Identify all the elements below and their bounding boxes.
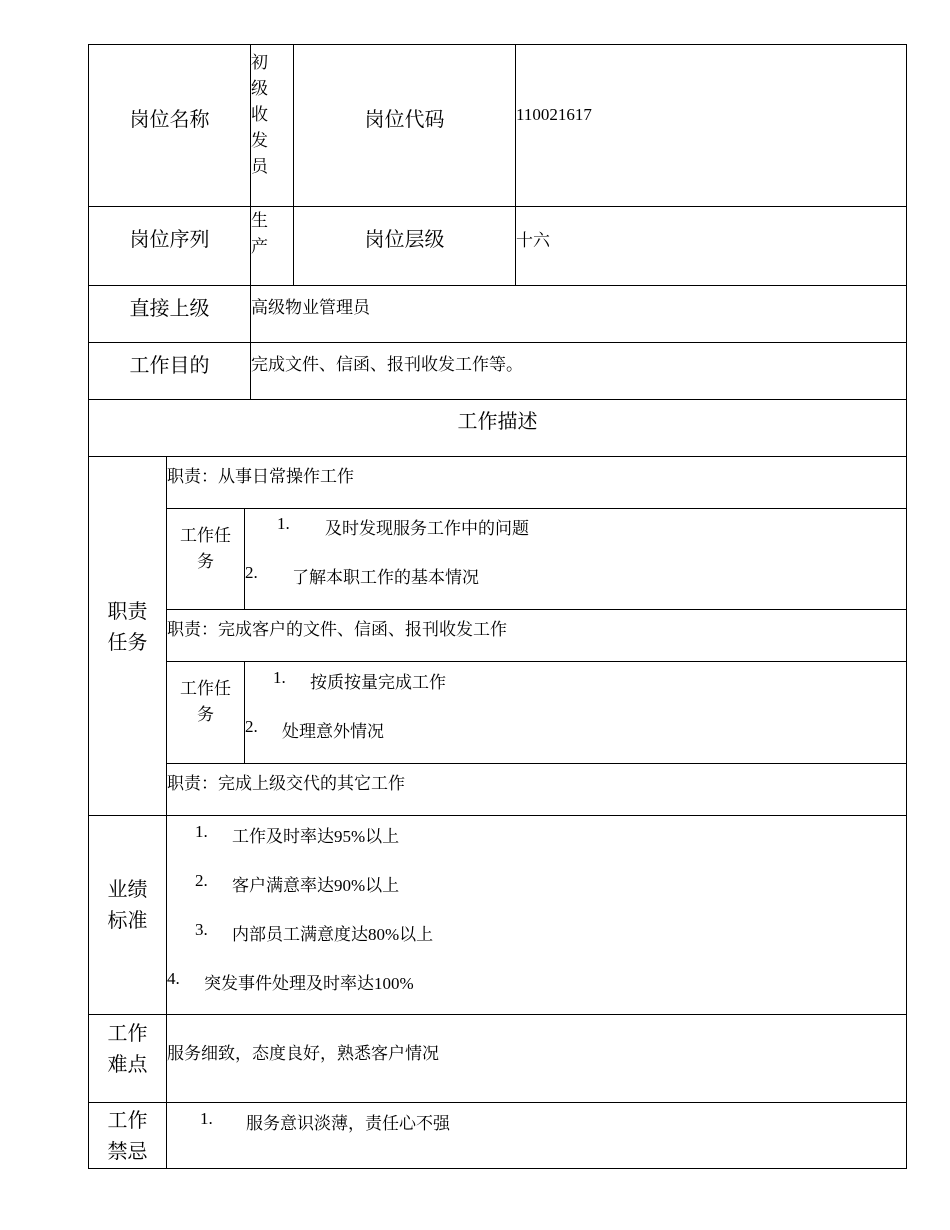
duty-2-task-label: 工作任务 [180, 679, 231, 724]
difficulty-label: 工作难点 [107, 1023, 148, 1076]
taboo-label: 工作禁忌 [107, 1110, 148, 1163]
post-name-value: 初级收发员 [251, 53, 268, 176]
col-divider [244, 661, 245, 764]
post-series-label-cell [89, 207, 250, 285]
performance-item-1-number: 1. [195, 822, 208, 841]
row-divider [166, 508, 907, 509]
post-level-label-cell [294, 207, 515, 285]
duty-1-task-label-cell [167, 509, 244, 609]
duty-2-task-label-cell [167, 662, 244, 763]
difficulty-value: 服务细致，态度良好，熟悉客户情况 [167, 1044, 439, 1063]
duties-section-label: 职责任务 [107, 601, 148, 654]
difficulty-label-cell [89, 1015, 166, 1102]
supervisor-label-cell [89, 286, 250, 342]
row-divider [88, 815, 907, 816]
post-name-label: 岗位名称 [129, 109, 210, 131]
post-level-value: 十六 [516, 231, 550, 250]
duty-2-title: 职责：完成客户的文件、信函、报刊收发工作 [167, 620, 507, 639]
row-divider [166, 609, 907, 610]
duty-1-task-2-number: 2. [245, 563, 258, 582]
purpose-label: 工作目的 [129, 355, 210, 377]
duty-1-task-1: 及时发现服务工作中的问题 [325, 519, 529, 538]
post-series-value: 生产 [251, 211, 268, 256]
taboo-label-cell [89, 1103, 166, 1168]
supervisor-label: 直接上级 [129, 298, 210, 320]
post-code-label-cell [294, 45, 515, 206]
duty-2-task-2: 处理意外情况 [282, 722, 384, 741]
supervisor-value: 高级物业管理员 [251, 298, 370, 317]
description-title-cell [89, 400, 906, 456]
post-level-label: 岗位层级 [364, 229, 445, 251]
duty-2-task-1: 按质按量完成工作 [310, 673, 446, 692]
performance-item-4-number: 4. [167, 969, 180, 988]
post-series-label: 岗位序列 [129, 229, 210, 251]
performance-label-cell [89, 816, 166, 1014]
table-border-right [906, 44, 907, 1169]
duty-1-task-2: 了解本职工作的基本情况 [292, 568, 479, 587]
taboo-item-1-number: 1. [200, 1109, 213, 1128]
post-code-label: 岗位代码 [364, 109, 445, 131]
duty-1-title: 职责：从事日常操作工作 [167, 467, 354, 486]
post-name-label-cell [89, 45, 250, 206]
row-divider [88, 1014, 907, 1015]
col-divider [244, 508, 245, 610]
duty-2-task-1-number: 1. [273, 668, 286, 687]
performance-item-3: 内部员工满意度达80%以上 [232, 925, 434, 944]
duty-2-task-2-number: 2. [245, 717, 258, 736]
row-divider [166, 763, 907, 764]
duty-3-title: 职责：完成上级交代的其它工作 [167, 774, 405, 793]
duties-section-label-cell [89, 457, 166, 815]
duty-1-task-label: 工作任务 [180, 526, 231, 571]
duty-1-task-1-number: 1. [277, 514, 290, 533]
row-divider [166, 661, 907, 662]
purpose-value: 完成文件、信函、报刊收发工作等。 [251, 355, 523, 374]
row-divider [88, 1102, 907, 1103]
performance-item-2: 客户满意率达90%以上 [232, 876, 400, 895]
row-divider [88, 456, 907, 457]
performance-item-2-number: 2. [195, 871, 208, 890]
performance-item-4: 突发事件处理及时率达100% [204, 974, 414, 993]
performance-item-3-number: 3. [195, 920, 208, 939]
description-title: 工作描述 [457, 411, 538, 433]
table-border-bottom [88, 1168, 907, 1169]
purpose-label-cell [89, 343, 250, 399]
taboo-item-1: 服务意识淡薄，责任心不强 [246, 1114, 450, 1133]
performance-label: 业绩标准 [107, 879, 148, 932]
performance-item-1: 工作及时率达95%以上 [232, 827, 400, 846]
post-code-value: 110021617 [516, 105, 592, 124]
